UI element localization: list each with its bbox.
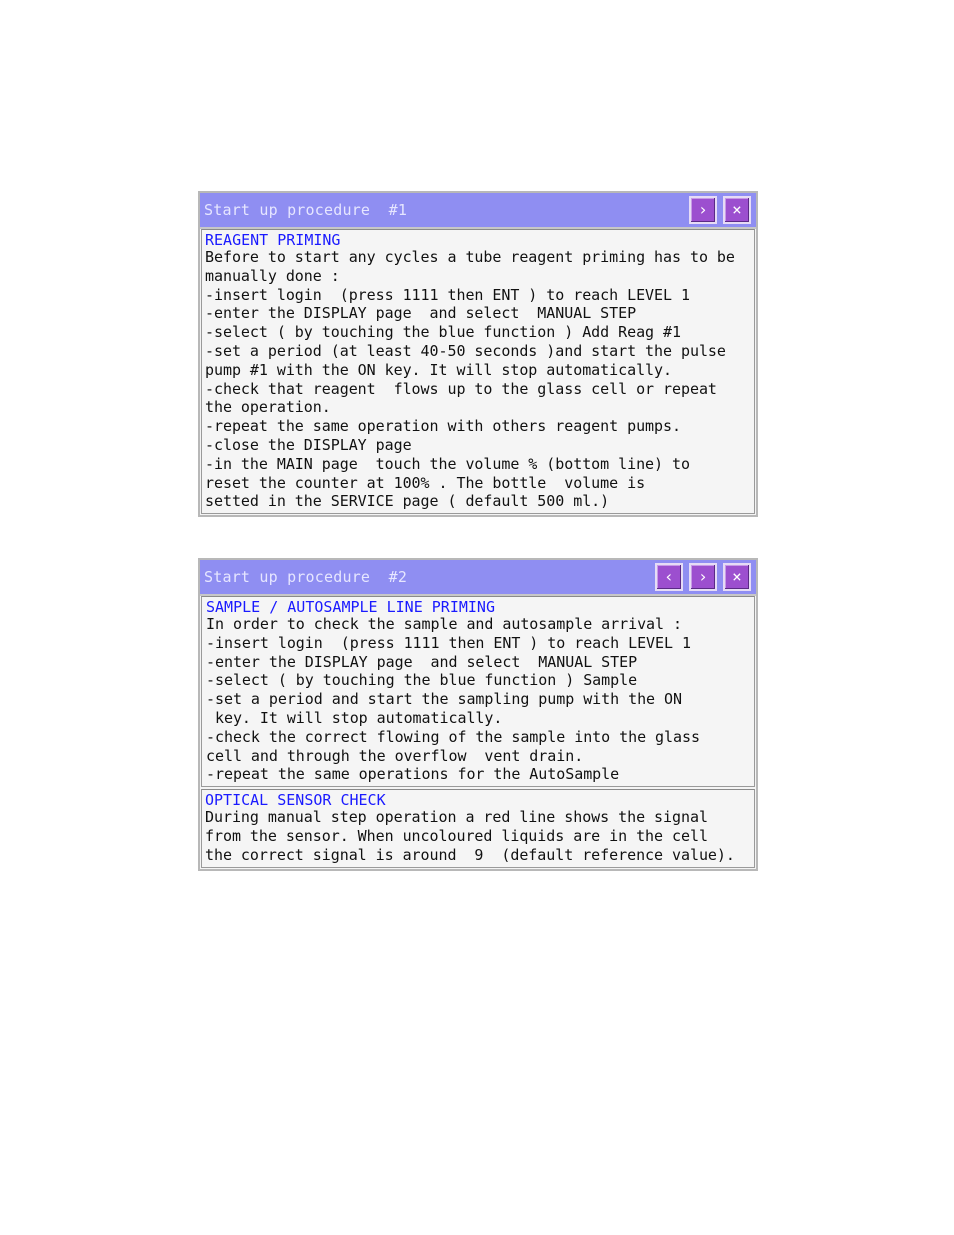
text-line: key. It will stop automatically. <box>206 708 503 727</box>
procedure-panel-1 <box>198 191 758 517</box>
panel-2-titlebar <box>200 560 756 596</box>
section-body <box>206 615 752 784</box>
section-body <box>205 808 752 864</box>
text-line: -select ( by touching the blue function ) Sample <box>206 671 638 690</box>
text-line: cell and through the overflow vent drain. <box>206 746 584 765</box>
text-line: During manual step operation a red line shows the signal <box>205 808 708 827</box>
text-line: from the sensor. When uncoloured liquids are in the cell <box>205 826 708 845</box>
section-heading: OPTICAL SENSOR CHECK <box>205 791 386 810</box>
text-line: -enter the DISPLAY page and select MANUAL STEP <box>205 304 637 323</box>
panel-1-titlebar <box>200 193 756 229</box>
text-line: -close the DISPLAY page <box>205 435 412 454</box>
text-line: -repeat the same operation with others reagent pumps. <box>205 417 681 436</box>
panel-2-title: Start up procedure #2 <box>204 568 408 586</box>
text-line: manually done : <box>205 266 340 285</box>
text-line: the operation. <box>205 398 331 417</box>
text-line: -enter the DISPLAY page and select MANUAL STEP <box>206 652 638 671</box>
panel-1-title: Start up procedure #1 <box>204 201 408 219</box>
next-button[interactable]: › <box>689 196 717 224</box>
text-line: reset the counter at 100% . The bottle volume is <box>205 473 646 492</box>
text-line: pump #1 with the ON key. It will stop automatically. <box>205 360 673 379</box>
close-button[interactable]: × <box>723 196 751 224</box>
sample-priming-section <box>201 596 755 787</box>
text-line: Before to start any cycles a tube reagent priming has to be <box>205 248 735 266</box>
text-line: -repeat the same operations for the AutoSample <box>206 765 620 784</box>
previous-button[interactable]: ‹ <box>655 563 683 591</box>
text-line: -check that reagent flows up to the glass cell or repeat <box>205 379 717 398</box>
text-line: -in the MAIN page touch the volume % (bottom line) to <box>205 454 690 473</box>
text-line: -set a period and start the sampling pump with the ON <box>206 690 682 709</box>
optical-sensor-section <box>201 789 755 867</box>
text-line: -insert login (press 1111 then ENT ) to reach LEVEL 1 <box>206 633 691 652</box>
text-line: setted in the SERVICE page ( default 500 ml.) <box>205 492 610 511</box>
text-line: -set a period (at least 40-50 seconds )and start the pulse <box>205 341 726 360</box>
reagent-priming-section <box>201 229 755 514</box>
close-button[interactable]: × <box>723 563 751 591</box>
text-line: -select ( by touching the blue function ) Add Reag #1 <box>205 323 681 342</box>
next-button[interactable]: › <box>689 563 717 591</box>
text-line: In order to check the sample and autosample arrival : <box>206 615 682 633</box>
text-line: the correct signal is around 9 (default reference value). <box>205 845 735 864</box>
section-body <box>205 248 752 511</box>
section-heading: SAMPLE / AUTOSAMPLE LINE PRIMING <box>206 598 495 616</box>
text-line: -check the correct flowing of the sample into the glass <box>206 727 700 746</box>
section-heading: REAGENT PRIMING <box>205 231 341 249</box>
text-line: -insert login (press 1111 then ENT ) to reach LEVEL 1 <box>205 285 690 304</box>
procedure-panel-2 <box>198 558 758 871</box>
